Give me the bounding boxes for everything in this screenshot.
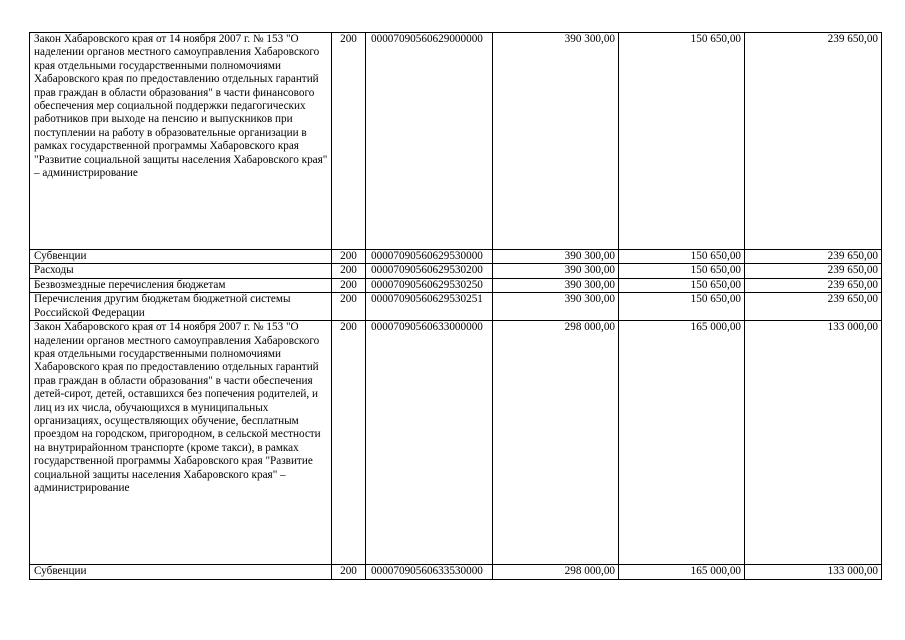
row-code: 200 [332,293,366,321]
row-value-3: 239 650,00 [745,250,882,264]
row-code: 200 [332,33,366,250]
row-name: Расходы [30,264,332,278]
row-value-1: 298 000,00 [493,321,619,565]
row-kbk: 00007090560633530000 [366,565,493,579]
row-value-3: 239 650,00 [745,278,882,292]
row-value-3: 239 650,00 [745,293,882,321]
row-kbk: 00007090560629530250 [366,278,493,292]
table-row [30,278,882,292]
row-kbk: 00007090560629530200 [366,264,493,278]
table-row [30,264,882,278]
row-value-2: 150 650,00 [619,250,745,264]
row-value-1: 390 300,00 [493,264,619,278]
row-value-1: 390 300,00 [493,33,619,250]
row-value-2: 150 650,00 [619,33,745,250]
budget-table [29,32,882,580]
row-value-3: 133 000,00 [745,565,882,579]
row-value-1: 390 300,00 [493,250,619,264]
row-kbk: 00007090560629530251 [366,293,493,321]
row-value-1: 390 300,00 [493,293,619,321]
row-value-2: 150 650,00 [619,264,745,278]
row-name: Субвенции [30,565,332,579]
row-code: 200 [332,278,366,292]
row-code: 200 [332,264,366,278]
row-value-2: 150 650,00 [619,293,745,321]
row-value-2: 150 650,00 [619,278,745,292]
table-row [30,293,882,321]
row-name: Безвозмездные перечисления бюджетам [30,278,332,292]
row-name: Закон Хабаровского края от 14 ноября 2007 г. № 153 "О наделении органов местного самоуправления Хабаровского края отдельными государственными полномочиями Хабаровского края по предоставлению отдельных гарантий прав граждан в области образования" в части обеспечения детей-сирот, детей, оставшихся без попечения родителей, и лиц из их числа, обучающихся в муниципальных организациях, осуществляющих обучение, бесплатным проездом на городском, пригородном, в сельской местности на внутрирайонном транспорте (кроме такси), в рамках государственной программы Хабаровского края "Развитие социальной защиты населения Хабаровского края" – администрирование [30,321,332,565]
row-name: Перечисления другим бюджетам бюджетной системы Российской Федерации [30,293,332,321]
row-value-1: 298 000,00 [493,565,619,579]
table-row [30,33,882,250]
row-value-3: 239 650,00 [745,264,882,278]
row-value-1: 390 300,00 [493,278,619,292]
row-value-3: 239 650,00 [745,33,882,250]
row-kbk: 00007090560629000000 [366,33,493,250]
row-kbk: 00007090560633000000 [366,321,493,565]
row-code: 200 [332,565,366,579]
row-code: 200 [332,321,366,565]
table-row [30,250,882,264]
row-value-2: 165 000,00 [619,565,745,579]
row-value-2: 165 000,00 [619,321,745,565]
row-name: Субвенции [30,250,332,264]
row-value-3: 133 000,00 [745,321,882,565]
table-row [30,321,882,565]
row-name: Закон Хабаровского края от 14 ноября 2007 г. № 153 "О наделении органов местного самоуправления Хабаровского края отдельными государственными полномочиями Хабаровского края по предоставлению отдельных гарантий прав граждан в области образования" в части финансового обеспечения мер социальной поддержки педагогических работников при выходе на пенсию и выпускников при поступлении на работу в образовательные организации в рамках государственной программы Хабаровского края "Развитие социальной защиты населения Хабаровского края" – администрирование [30,33,332,250]
table-row [30,565,882,579]
row-kbk: 00007090560629530000 [366,250,493,264]
row-code: 200 [332,250,366,264]
